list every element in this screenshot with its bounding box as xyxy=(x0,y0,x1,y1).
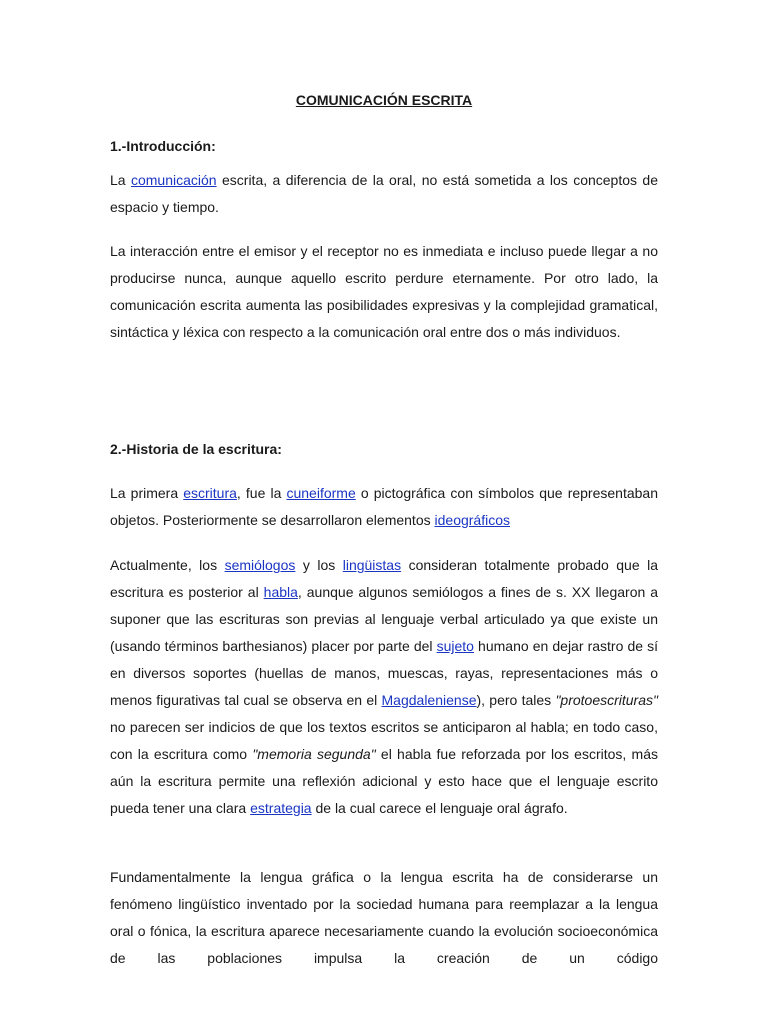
text-run: y los xyxy=(295,557,343,573)
text-run: humano en dejar rastro de sí en diversos soportes (huellas de manos, muescas, rayas, representaciones más o menos figurativas tal cual se observa en el xyxy=(110,638,658,708)
text-run: el habla fue reforzada por los escritos, más aún la escritura permite una reflexión adicional y esto hace que el lenguaje escrito pueda tener una clara xyxy=(110,746,658,816)
link-magdaleniense[interactable]: Magdaleniense xyxy=(381,692,477,708)
link-habla[interactable]: habla xyxy=(263,584,298,600)
link-cuneiforme[interactable]: cuneiforme xyxy=(286,485,356,501)
link-linguistas[interactable]: lingüistas xyxy=(342,557,402,573)
text-run: escrita, a diferencia de la oral, no está sometida a los conceptos de espacio y tiempo. xyxy=(110,172,658,215)
text-run: La xyxy=(110,172,131,188)
italic-text: "memoria segunda" xyxy=(252,746,376,762)
paragraph-historia-1 xyxy=(110,480,658,534)
text-run: La primera xyxy=(110,485,184,501)
italic-text: "protoescrituras" xyxy=(555,692,658,708)
section-heading-historia: 2.-Historia de la escritura: xyxy=(110,441,282,457)
paragraph-historia-3: Fundamentalmente la lengua gráfica o la lengua escrita ha de considerarse un fenómeno lingüístico inventado por la sociedad humana para reemplazar a la lengua oral o fónica, la escritura aparece necesariamente cuando la evolución socioeconómica de las poblaciones impulsa la creación de un código xyxy=(110,869,658,966)
text-run: ), pero tales xyxy=(476,692,556,708)
paragraph-intro-2: La interacción entre el emisor y el receptor no es inmediata e incluso puede llegar a no producirse nunca, aunque aquello escrito perdure eternamente. Por otro lado, la comunicación escrita aumenta las posibilidades expresivas y la complejidad gramatical, sintáctica y léxica con respecto a la comunicación oral entre dos o más individuos. xyxy=(110,243,658,340)
paragraph-historia-2 xyxy=(110,552,658,822)
text-run: , aunque algunos semiólogos a fines de s. XX llegaron a suponer que las escrituras son previas al lenguaje verbal articulado ya que existe un (usando términos barthesianos) placer por parte del xyxy=(110,584,658,654)
section-heading-introduccion: 1.-Introducción: xyxy=(110,138,216,154)
link-escritura[interactable]: escritura xyxy=(183,485,237,501)
text-run: Actualmente, los xyxy=(110,557,225,573)
text-run: , fue la xyxy=(236,485,287,501)
document-title: COMUNICACIÓN ESCRITA xyxy=(295,92,473,108)
text-run: de la cual carece el lenguaje oral ágrafo. xyxy=(311,800,568,816)
link-comunicacion[interactable]: comunicación xyxy=(130,172,217,188)
link-estrategia[interactable]: estrategia xyxy=(250,800,312,816)
link-ideograficos[interactable]: ideográficos xyxy=(434,512,511,528)
link-sujeto[interactable]: sujeto xyxy=(436,638,474,654)
paragraph-intro-1 xyxy=(110,167,658,221)
link-semiologos[interactable]: semiólogos xyxy=(224,557,296,573)
text-run: consideran totalmente probado que la escritura es posterior al xyxy=(110,557,658,600)
text-run: o pictográfica con símbolos que representaban objetos. Posteriormente se desarrollaron elementos xyxy=(110,485,658,528)
text-run: no parecen ser indicios de que los textos escritos se anticiparon al habla; en todo caso, con la escritura como xyxy=(110,719,658,762)
